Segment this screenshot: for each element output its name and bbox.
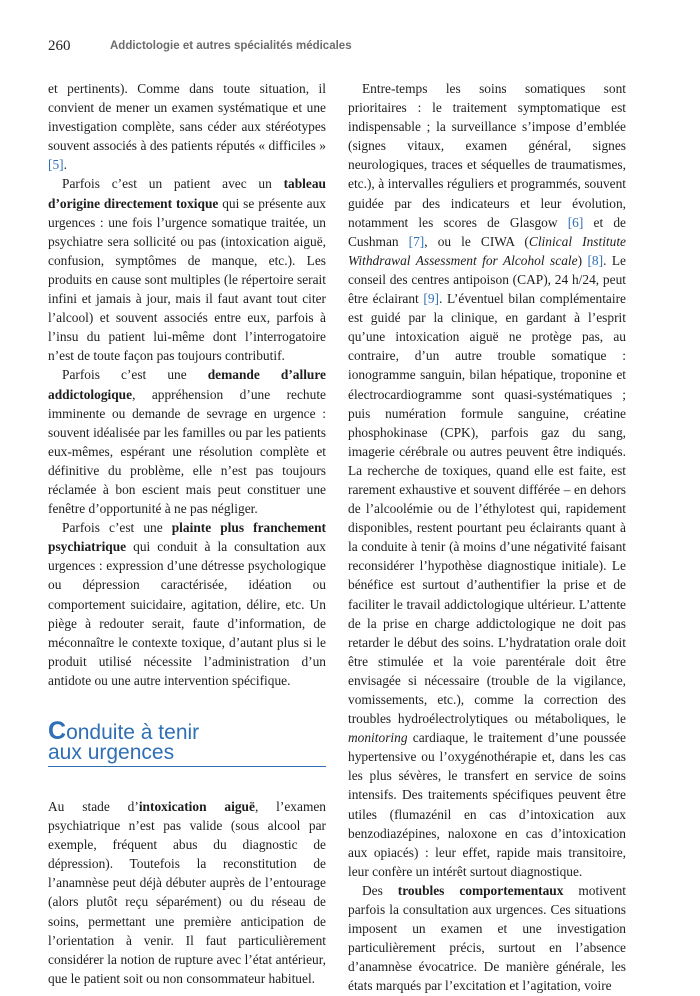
heading-initial: C bbox=[48, 717, 67, 745]
bold-term: tableau d’origine directement toxique bbox=[48, 176, 326, 211]
bold-term: plainte plus franchement psychiatrique bbox=[48, 520, 326, 555]
paragraph: Des troubles comportementaux motivent parfois la consultation aux urgences. Ces situations imposent un examen et une investigation particulièrement précis, surtout en l’absence d’anamnèse évocatrice. De manière générale, les états marqués par l’excitation et l’agitation, voire bbox=[348, 882, 626, 994]
paragraph: Entre-temps les soins somatiques sont prioritaires : le traitement symptomatique est indispensable ; la surveillance s’impose d’emblée (signes vitaux, examen général, signes neurologiques, traces et séquelles de traumatismes, etc.), à intervalles réguliers et programmés, souvent guidée par des indicateurs et leur évolution, notamment les scores de Glasgow [6] et de Cushman [7], ou le CIWA (Clinical Institute Withdrawal Assessment for Alcohol scale) [8]. Le conseil des centres antipoison (CAP), 24 h/24, peut être éclairant [9]. L’éventuel bilan complémentaire est guidé par la clinique, en gardant à l’esprit qu’une intoxication aiguë ne protège pas, au contraire, d’un autre trouble somatique : ionogramme sanguin, bilan hépatique, troponine et électrocardiogramme sont quasi-systématiques ; puis numération formule sanguine, créatine phosphokinase (CPK), parfois gaz du sang, imagerie cérébrale ou autres peuvent être indiqués. La recherche de toxiques, quand elle est faite, est rarement exhaustive et souvent différée – en dehors de l’alcoolémie ou de l’éthylotest qui, rapidement disponibles, restent pourtant peu éclairants quant à la conduite à tenir (à moins d’une négativité faisant reconsidérer l’hypothèse diagnostique initiale). Le bénéfice est surtout d’authentifier la prise et de faciliter le travail addictologique ultérieur. L’attente de la prise en charge addictologique ne doit pas retarder le début des soins. L’hydratation orale doit être stimulée et la voie parentérale doit être envisagée si nécessaire (trouble de la vigilance, vomissements, etc.), comme la correction des troubles hydroélectrolytiques ou métaboliques, le monitoring cardiaque, le traitement d’une poussée hypertensive ou l’oxygénothérapie et, dans les cas les plus sévères, le transfert en service de soins intensifs. Des traitements spécifiques peuvent être utiles (flumazénil en cas d’intoxication aux benzodiazépines, naloxone en cas d’intoxication aux opiacés) : leur effet, rapide mais transitoire, leur confère un intérêt surtout diagnostique. bbox=[348, 81, 627, 879]
bold-term: troubles comportementaux bbox=[397, 882, 564, 898]
reference-link[interactable]: [7] bbox=[408, 233, 425, 249]
left-column bbox=[48, 79, 326, 988]
paragraph: Parfois c’est un patient avec un tableau d’origine directement toxique qui se présente aux urgences : une fois l’urgence somatique traitée, un psychiatre sera sollicité ou pas (intoxication aiguë, confusion, symptômes de manque, etc.). Les produits en cause sont multiples (le répertoire serait infini et jamais à jour, mais il faut avant tout citer l’alcool) et souvent associés entre eux, parfois à l’insu du patient lui-même dont l’interrogatoire n’est de toute façon pas toujours contributif. bbox=[48, 176, 326, 364]
running-title: Addictologie et autres spécialités médicales bbox=[110, 40, 352, 52]
paragraph: Parfois c’est une plainte plus franchement psychiatrique qui conduit à la consultation aux urgences : expression d’une détresse psychologique ou dépression caractérisée, idéation ou comportement suicidaire, agitation, délire, etc. Un piège à redouter serait, faute d’information, de méconnaître le contexte toxique, d’autant plus si le produit utilisé nécessite l’administration d’un antidote ou une autre intervention spécifique. bbox=[48, 520, 326, 688]
paragraph: et pertinents). Comme dans toute situation, il convient de mener un examen systématique et une investigation complète, sans céder aux stéréotypes souvent associés à des patients réputés « difficiles » [5]. bbox=[48, 81, 326, 173]
right-column bbox=[348, 79, 626, 996]
bold-term: intoxication aiguë bbox=[138, 799, 255, 814]
reference-link[interactable]: [8] bbox=[587, 252, 604, 268]
page-header bbox=[48, 38, 652, 56]
reference-link[interactable]: [9] bbox=[423, 291, 440, 307]
bold-term: demande d’allure addictologique bbox=[48, 367, 327, 402]
paragraph: Au stade d’intoxication aiguë, l’examen psychiatrique n’est pas valide (sous alcool par exemple, fréquent abus du diagnostic de dépression). Toutefois la reconstitution de l’anamnèse peut déjà débuter auprès de l’entourage (alors plutôt reçu séparément) ou du réseau de soins, permettant une première anticipation de l’orientation à venir. Il faut particulièrement considérer la notion de rupture avec l’état antérieur, que le patient soit ou non consommateur habituel. bbox=[48, 799, 326, 986]
italic-term: monitoring bbox=[348, 730, 408, 746]
italic-term: Clinical Institute Withdrawal Assessment for Alcohol scale bbox=[348, 233, 626, 268]
paragraph: Parfois c’est une demande d’allure addictologique, appréhension d’une rechute imminente ou demande de sevrage en urgence : souvent idéalisée par les familles ou par les patients eux-mêmes, espérant une résolution complète et définitive du problème, elle n’est pas toujours réclamée à bon escient mais peut constituer une fenêtre d’opportunité à ne pas négliger. bbox=[48, 367, 327, 517]
page-number: 260 bbox=[48, 38, 71, 54]
section-heading: Conduite à tenir aux urgences bbox=[48, 721, 326, 767]
reference-link[interactable]: [6] bbox=[567, 214, 584, 230]
reference-link[interactable]: [5] bbox=[48, 157, 64, 173]
